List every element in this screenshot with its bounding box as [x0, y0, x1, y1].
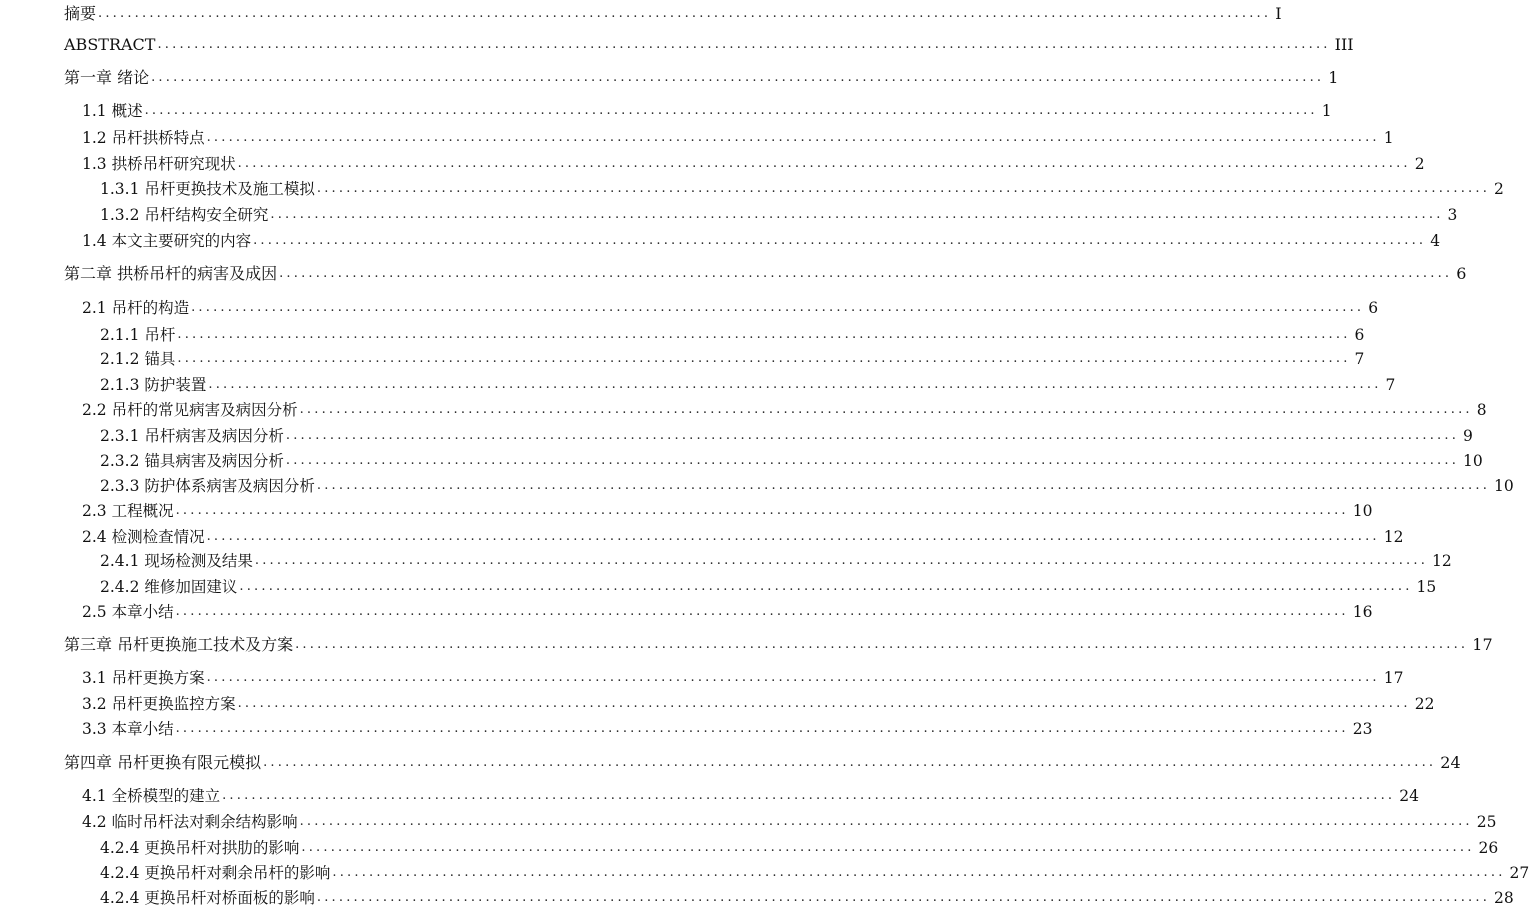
toc-entry-title: 4.2.4 更换吊杆对桥面板的影响 — [100, 889, 315, 907]
toc-entry[interactable] — [100, 373, 1396, 397]
toc-entry[interactable] — [100, 203, 1458, 227]
toc-leader-dots: ................................................................................................................................................................ — [144, 103, 1318, 118]
toc-entry-title: 1.1 概述 — [82, 102, 143, 120]
toc-entry-page-number: 6 — [1368, 299, 1379, 317]
toc-entry-title: 4.2.4 更换吊杆对剩余吊杆的影响 — [100, 864, 331, 882]
toc-entry[interactable] — [100, 861, 1529, 885]
toc-entry[interactable] — [64, 2, 1282, 26]
toc-leader-dots: ................................................................................................................................................................ — [299, 402, 1473, 417]
toc-entry[interactable] — [64, 751, 1461, 775]
toc-leader-dots: ................................................................................................................................................................ — [332, 865, 1506, 880]
toc-entry-page-number: 25 — [1476, 813, 1497, 831]
toc-entry[interactable] — [82, 126, 1394, 150]
toc-leader-dots: ................................................................................................................................................................ — [237, 696, 1411, 711]
toc-entry-title: 4.2 临时吊杆法对剩余结构影响 — [82, 813, 298, 831]
toc-entry-title: 第四章 吊杆更换有限元模拟 — [64, 753, 262, 772]
toc-entry-title: 4.2.4 更换吊杆对拱肋的影响 — [100, 839, 300, 857]
toc-entry-title: 2.3.2 锚具病害及病因分析 — [100, 452, 284, 470]
toc-entry-title: 1.3.2 吊杆结构安全研究 — [100, 206, 269, 224]
toc-entry-page-number: 4 — [1430, 232, 1441, 250]
toc-entry-page-number: 16 — [1352, 603, 1373, 621]
toc-entry[interactable] — [100, 424, 1473, 448]
toc-entry-title: 2.1.1 吊杆 — [100, 326, 176, 344]
toc-entry-page-number: 6 — [1354, 326, 1365, 344]
toc-entry[interactable] — [82, 296, 1379, 320]
toc-entry-page-number: 15 — [1416, 578, 1437, 596]
toc-leader-dots: ................................................................................................................................................................ — [175, 604, 1349, 619]
toc-entry[interactable] — [82, 525, 1404, 549]
toc-entry[interactable] — [82, 692, 1435, 716]
toc-entry[interactable] — [82, 666, 1404, 690]
toc-entry[interactable] — [100, 177, 1504, 201]
toc-entry-page-number: 17 — [1472, 635, 1493, 654]
toc-leader-dots: ................................................................................................................................................................ — [299, 814, 1473, 829]
toc-leader-dots: ................................................................................................................................................................ — [270, 207, 1444, 222]
toc-entry[interactable] — [64, 633, 1493, 657]
toc-leader-dots: ................................................................................................................................................................ — [98, 6, 1272, 21]
toc-entry[interactable] — [82, 600, 1373, 624]
toc-entry-title: 2.1 吊杆的构造 — [82, 299, 190, 317]
toc-leader-dots: ................................................................................................................................................................ — [222, 788, 1396, 803]
toc-leader-dots: ................................................................................................................................................................ — [151, 70, 1325, 85]
toc-entry-title: 2.1.3 防护装置 — [100, 376, 207, 394]
toc-entry-page-number: 1 — [1328, 68, 1339, 87]
toc-entry[interactable] — [82, 99, 1332, 123]
toc-entry-page-number: 28 — [1494, 889, 1514, 907]
toc-leader-dots: ................................................................................................................................................................ — [206, 130, 1380, 145]
toc-entry-page-number: 22 — [1414, 695, 1435, 713]
toc-entry[interactable] — [82, 717, 1373, 741]
toc-entry-title: 1.4 本文主要研究的内容 — [82, 232, 252, 250]
toc-entry[interactable] — [100, 575, 1437, 599]
toc-entry-page-number: 1 — [1321, 102, 1332, 120]
toc-entry-title: 2.4.2 维修加固建议 — [100, 578, 238, 596]
toc-entry-page-number: 3 — [1447, 206, 1458, 224]
toc-entry[interactable] — [82, 152, 1425, 176]
toc-entry-title: 2.1.2 锚具 — [100, 350, 176, 368]
toc-entry-page-number: 17 — [1383, 669, 1404, 687]
toc-leader-dots: ................................................................................................................................................................ — [285, 428, 1460, 443]
toc-entry[interactable] — [100, 836, 1499, 860]
toc-entry-title: 2.3 工程概况 — [82, 502, 174, 520]
toc-entry-page-number: 24 — [1440, 753, 1461, 772]
toc-entry[interactable] — [100, 474, 1514, 498]
toc-entry-title: ABSTRACT — [64, 35, 156, 54]
toc-leader-dots: ................................................................................................................................................................ — [175, 721, 1349, 736]
toc-entry-title: 2.3.3 防护体系病害及病因分析 — [100, 477, 315, 495]
toc-leader-dots: ................................................................................................................................................................ — [285, 453, 1460, 468]
toc-entry[interactable] — [82, 499, 1373, 523]
toc-entry[interactable] — [82, 784, 1419, 808]
toc-leader-dots: ................................................................................................................................................................ — [206, 529, 1380, 544]
toc-leader-dots: ................................................................................................................................................................ — [253, 233, 1427, 248]
toc-entry[interactable] — [100, 449, 1483, 473]
toc-entry-page-number: 2 — [1414, 155, 1425, 173]
toc-leader-dots: ................................................................................................................................................................ — [175, 503, 1349, 518]
toc-leader-dots: ................................................................................................................................................................ — [263, 755, 1437, 770]
toc-entry-page-number: 10 — [1494, 477, 1514, 495]
toc-leader-dots: ................................................................................................................................................................ — [177, 327, 1351, 342]
toc-leader-dots: ................................................................................................................................................................ — [279, 266, 1453, 281]
toc-entry-page-number: 27 — [1509, 864, 1529, 882]
toc-entry-title: 1.2 吊杆拱桥特点 — [82, 129, 205, 147]
toc-entry[interactable] — [82, 229, 1441, 253]
toc-entry-title: 第一章 绪论 — [64, 68, 150, 87]
toc-entry-title: 2.2 吊杆的常见病害及病因分析 — [82, 401, 298, 419]
toc-entry-page-number: I — [1275, 4, 1282, 23]
toc-leader-dots: ................................................................................................................................................................ — [316, 478, 1491, 493]
toc-entry-page-number: 12 — [1432, 552, 1452, 570]
toc-entry-title: 第二章 拱桥吊杆的病害及成因 — [64, 264, 278, 283]
toc-entry-page-number: 7 — [1385, 376, 1396, 394]
toc-leader-dots: ................................................................................................................................................................ — [316, 181, 1491, 196]
toc-entry-page-number: 10 — [1352, 502, 1373, 520]
toc-leader-dots: ................................................................................................................................................................ — [316, 890, 1491, 905]
toc-entry-page-number: 2 — [1494, 180, 1504, 198]
toc-leader-dots: ................................................................................................................................................................ — [208, 377, 1382, 392]
toc-entry[interactable] — [100, 347, 1365, 371]
toc-entry-page-number: III — [1334, 35, 1354, 54]
toc-entry[interactable] — [82, 810, 1497, 834]
toc-entry-title: 3.3 本章小结 — [82, 720, 174, 738]
toc-entry-title: 2.5 本章小结 — [82, 603, 174, 621]
toc-leader-dots: ................................................................................................................................................................ — [301, 840, 1475, 855]
toc-leader-dots: ................................................................................................................................................................ — [177, 351, 1351, 366]
toc-entry-page-number: 23 — [1352, 720, 1373, 738]
toc-leader-dots: ................................................................................................................................................................ — [157, 37, 1331, 52]
toc-entry-page-number: 10 — [1463, 452, 1483, 470]
toc-entry-title: 1.3 拱桥吊杆研究现状 — [82, 155, 236, 173]
toc-entry-page-number: 9 — [1463, 427, 1473, 445]
toc-entry-title: 3.1 吊杆更换方案 — [82, 669, 205, 687]
toc-entry[interactable] — [82, 398, 1487, 422]
toc-entry[interactable] — [64, 262, 1467, 286]
toc-entry-page-number: 6 — [1456, 264, 1467, 283]
toc-entry[interactable] — [100, 549, 1452, 573]
toc-entry-title: 4.1 全桥模型的建立 — [82, 787, 221, 805]
toc-entry-page-number: 12 — [1383, 528, 1404, 546]
toc-entry-page-number: 26 — [1478, 839, 1499, 857]
toc-leader-dots: ................................................................................................................................................................ — [237, 156, 1411, 171]
toc-entry-title: 1.3.1 吊杆更换技术及施工模拟 — [100, 180, 315, 198]
toc-leader-dots: ................................................................................................................................................................ — [191, 300, 1365, 315]
toc-entry-page-number: 24 — [1399, 787, 1419, 805]
toc-entry[interactable] — [100, 323, 1365, 347]
toc-entry-title: 摘要 — [64, 4, 97, 23]
toc-entry-page-number: 8 — [1476, 401, 1487, 419]
toc-leader-dots: ................................................................................................................................................................ — [295, 637, 1469, 652]
toc-entry-page-number: 7 — [1354, 350, 1365, 368]
toc-entry[interactable] — [64, 66, 1339, 90]
toc-leader-dots: ................................................................................................................................................................ — [254, 553, 1429, 568]
toc-leader-dots: ................................................................................................................................................................ — [239, 579, 1413, 594]
toc-entry-title: 2.4 检测检查情况 — [82, 528, 205, 546]
toc-entry-title: 2.4.1 现场检测及结果 — [100, 552, 253, 570]
toc-entry-title: 3.2 吊杆更换监控方案 — [82, 695, 236, 713]
toc-entry-page-number: 1 — [1383, 129, 1394, 147]
toc-leader-dots: ................................................................................................................................................................ — [206, 670, 1380, 685]
toc-entry-title: 第三章 吊杆更换施工技术及方案 — [64, 635, 294, 654]
toc-entry[interactable] — [100, 886, 1514, 910]
toc-entry-title: 2.3.1 吊杆病害及病因分析 — [100, 427, 284, 445]
toc-entry[interactable] — [64, 33, 1354, 57]
